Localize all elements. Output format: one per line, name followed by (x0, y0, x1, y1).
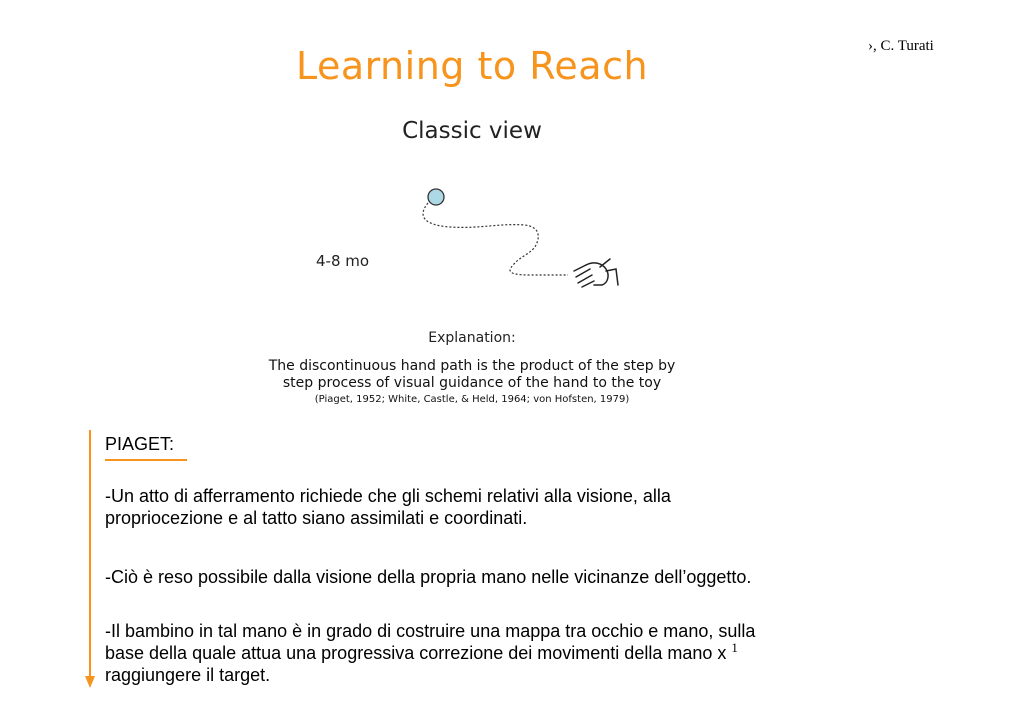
explanation-citation: (Piaget, 1952; White, Castle, & Held, 1964; von Hofsten, 1979) (314, 394, 630, 405)
slide-subtitle: Classic view (402, 118, 542, 144)
toy-ball-icon (428, 189, 444, 205)
explanation-line-1: The discontinuous hand path is the product of the step by (268, 358, 676, 374)
hand-path-line (423, 203, 568, 275)
piaget-paragraph-3 (105, 620, 925, 686)
paragraph-3-line-3: raggiungere il target. (105, 665, 271, 685)
paragraph-1-line-2: propriocezione e al tatto siano assimilati e coordinati. (105, 508, 528, 528)
slide-title: Learning to Reach (295, 44, 649, 88)
piaget-heading: PIAGET: (105, 434, 175, 454)
piaget-underline (105, 459, 187, 461)
age-label: 4-8 mo (316, 252, 370, 270)
paragraph-2-line-1: -Ciò è reso possibile dalla visione della propria mano nelle vicinanze dell’oggetto. (105, 567, 752, 587)
explanation-line-2: step process of visual guidance of the hand to the toy (282, 375, 662, 391)
piaget-paragraph-1 (105, 485, 925, 529)
side-arrow-icon (84, 430, 96, 692)
paragraph-3-line-2-text: base della quale attua una progressiva correzione dei movimenti della mano x (105, 643, 727, 663)
piaget-paragraph-2 (105, 566, 925, 588)
author-credit: ›, C. Turati (868, 38, 934, 54)
paragraph-3-line-2 (105, 642, 925, 664)
explanation-heading: Explanation: (428, 330, 516, 346)
hand-icon (574, 259, 618, 287)
reach-path-diagram (300, 175, 700, 305)
paragraph-3-line-1: -Il bambino in tal mano è in grado di costruire una mappa tra occhio e mano, sulla (105, 621, 756, 641)
page-number: 1 (731, 640, 738, 655)
paragraph-1-line-1: -Un atto di afferramento richiede che gli schemi relativi alla visione, alla (105, 486, 671, 506)
